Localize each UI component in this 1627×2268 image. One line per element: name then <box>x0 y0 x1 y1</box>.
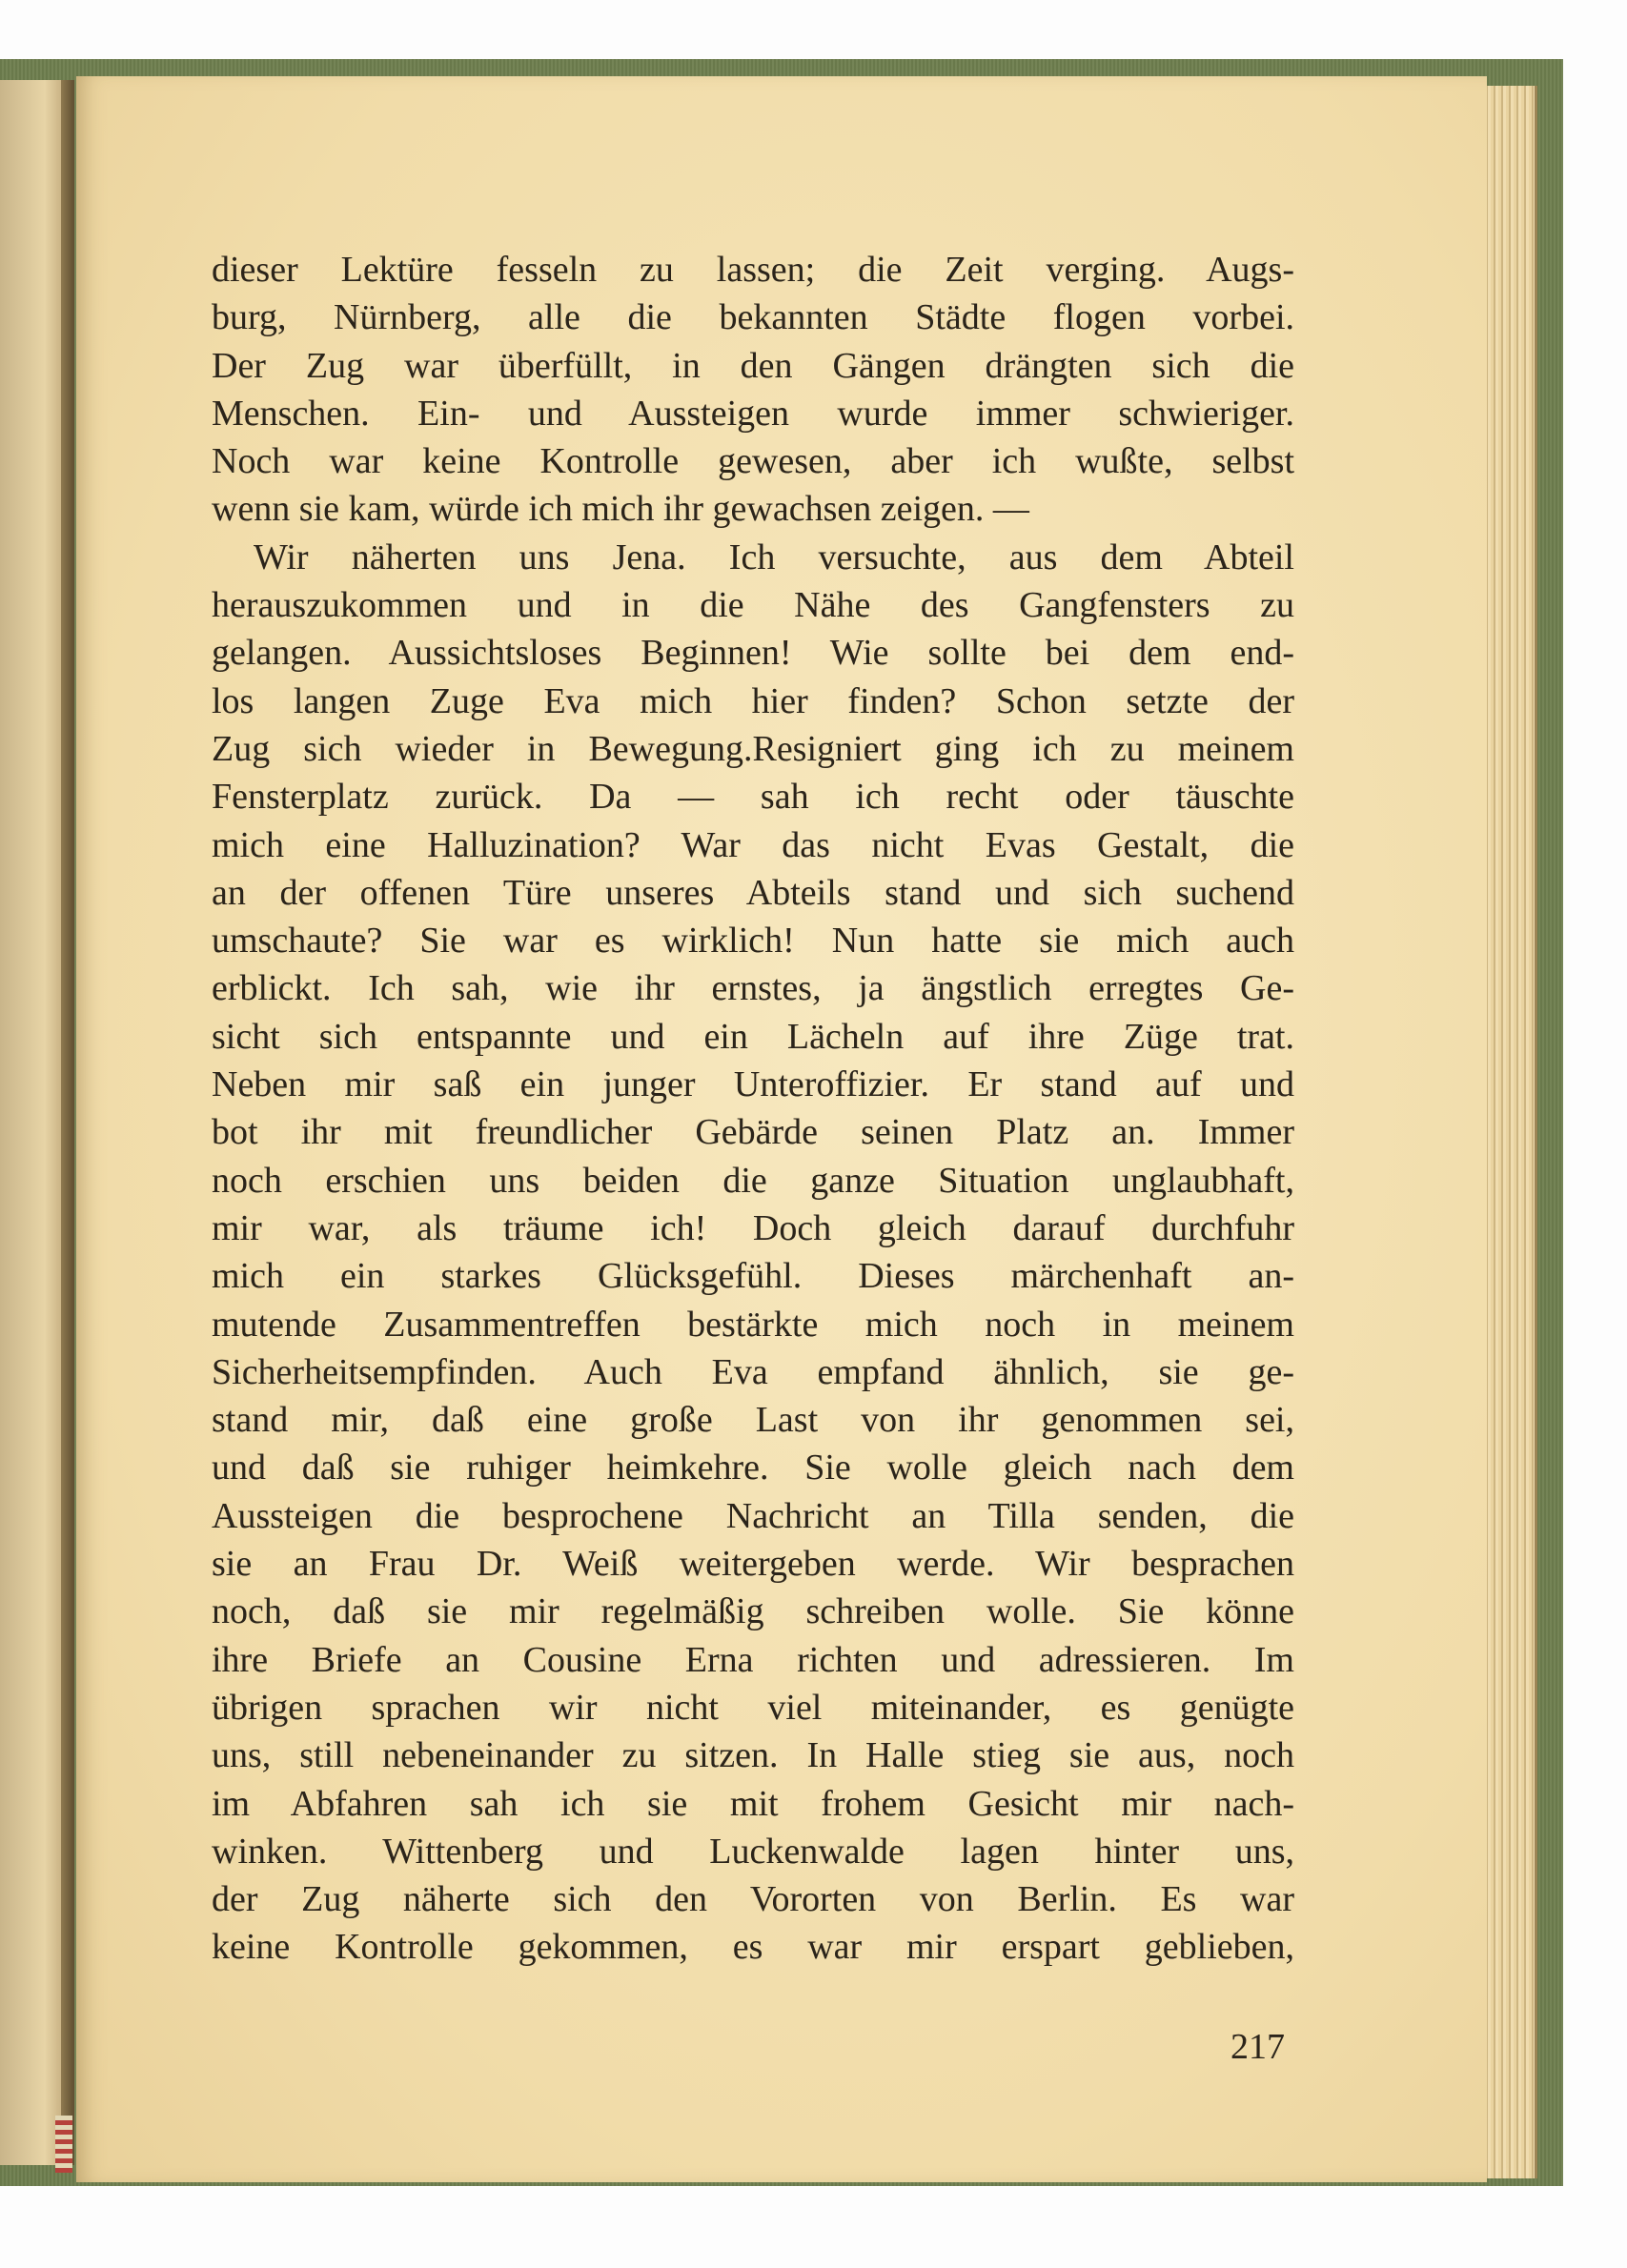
text-line: im Abfahren sah ich sie mit frohem Gesicht mir nach- <box>212 1783 1294 1824</box>
text-line: stand mir, daß eine große Last von ihr genommen sei, <box>212 1400 1294 1441</box>
text-line: uns, still nebeneinander zu sitzen. In Halle stieg sie aus, noch <box>212 1735 1294 1776</box>
text-line: bot ihr mit freundlicher Gebärde seinen Platz an. Immer <box>212 1112 1294 1153</box>
text-line: Neben mir saß ein junger Unteroffizier. Er stand auf und <box>212 1064 1294 1105</box>
text-line: ihre Briefe an Cousine Erna richten und adressieren. Im <box>212 1639 1294 1680</box>
text-line: winken. Wittenberg und Luckenwalde lagen hinter uns, <box>212 1831 1294 1872</box>
text-line: mutende Zusammentreffen bestärkte mich noch in meinem <box>212 1304 1294 1345</box>
text-line: Zug sich wieder in Bewegung.Resigniert ging ich zu meinem <box>212 728 1294 769</box>
book-gutter <box>61 80 74 2165</box>
text-line: sie an Frau Dr. Weiß weitergeben werde. Wir besprachen <box>212 1544 1294 1585</box>
text-line: an der offenen Türe unseres Abteils stand und sich suchend <box>212 872 1294 913</box>
headband <box>55 2116 72 2173</box>
text-line: Noch war keine Kontrolle gewesen, aber ich wußte, selbst <box>212 441 1294 482</box>
text-line: dieser Lektüre fesseln zu lassen; die Zeit verging. Augs- <box>212 250 1294 290</box>
text-line: übrigen sprachen wir nicht viel miteinander, es genügte <box>212 1687 1294 1728</box>
text-line: mich ein starkes Glücksgefühl. Dieses märchenhaft an- <box>212 1256 1294 1297</box>
text-line: mich eine Halluzination? War das nicht Evas Gestalt, die <box>212 824 1294 865</box>
text-line: burg, Nürnberg, alle die bekannten Städte flogen vorbei. <box>212 297 1294 338</box>
text-line: Fensterplatz zurück. Da — sah ich recht oder täuschte <box>212 777 1294 818</box>
body-text <box>212 246 1294 1972</box>
text-line: Der Zug war überfüllt, in den Gängen drängten sich die <box>212 345 1294 386</box>
text-line: Aussteigen die besprochene Nachricht an Tilla senden, die <box>212 1495 1294 1536</box>
text-line: keine Kontrolle gekommen, es war mir erspart geblieben, <box>212 1927 1294 1968</box>
text-line: Menschen. Ein- und Aussteigen wurde immer schwieriger. <box>212 393 1294 434</box>
page-stack-edge <box>1483 86 1537 2178</box>
text-line: sicht sich entspannte und ein Lächeln auf ihre Züge trat. <box>212 1016 1294 1057</box>
text-line: noch, daß sie mir regelmäßig schreiben wolle. Sie könne <box>212 1591 1294 1632</box>
text-line: erblickt. Ich sah, wie ihr ernstes, ja ängstlich erregtes Ge- <box>212 968 1294 1009</box>
text-line: der Zug näherte sich den Vororten von Berlin. Es war <box>212 1879 1294 1920</box>
page-number: 217 <box>1230 2027 1285 2067</box>
text-line: Wir näherten uns Jena. Ich versuchte, aus dem Abteil <box>254 537 1294 577</box>
text-line: und daß sie ruhiger heimkehre. Sie wolle gleich nach dem <box>212 1448 1294 1488</box>
text-line: umschaute? Sie war es wirklich! Nun hatte sie mich auch <box>212 921 1294 962</box>
text-line: herauszukommen und in die Nähe des Gangfensters zu <box>212 585 1294 626</box>
text-line: gelangen. Aussichtsloses Beginnen! Wie sollte bei dem end- <box>212 633 1294 674</box>
text-line: noch erschien uns beiden die ganze Situation unglaubhaft, <box>212 1160 1294 1201</box>
text-line: los langen Zuge Eva mich hier finden? Schon setzte der <box>212 680 1294 721</box>
text-line: Sicherheitsempfinden. Auch Eva empfand ähnlich, sie ge- <box>212 1351 1294 1392</box>
text-line: mir war, als träume ich! Doch gleich darauf durchfuhr <box>212 1207 1294 1248</box>
text-line: wenn sie kam, würde ich mich ihr gewachsen zeigen. — <box>212 489 1029 530</box>
